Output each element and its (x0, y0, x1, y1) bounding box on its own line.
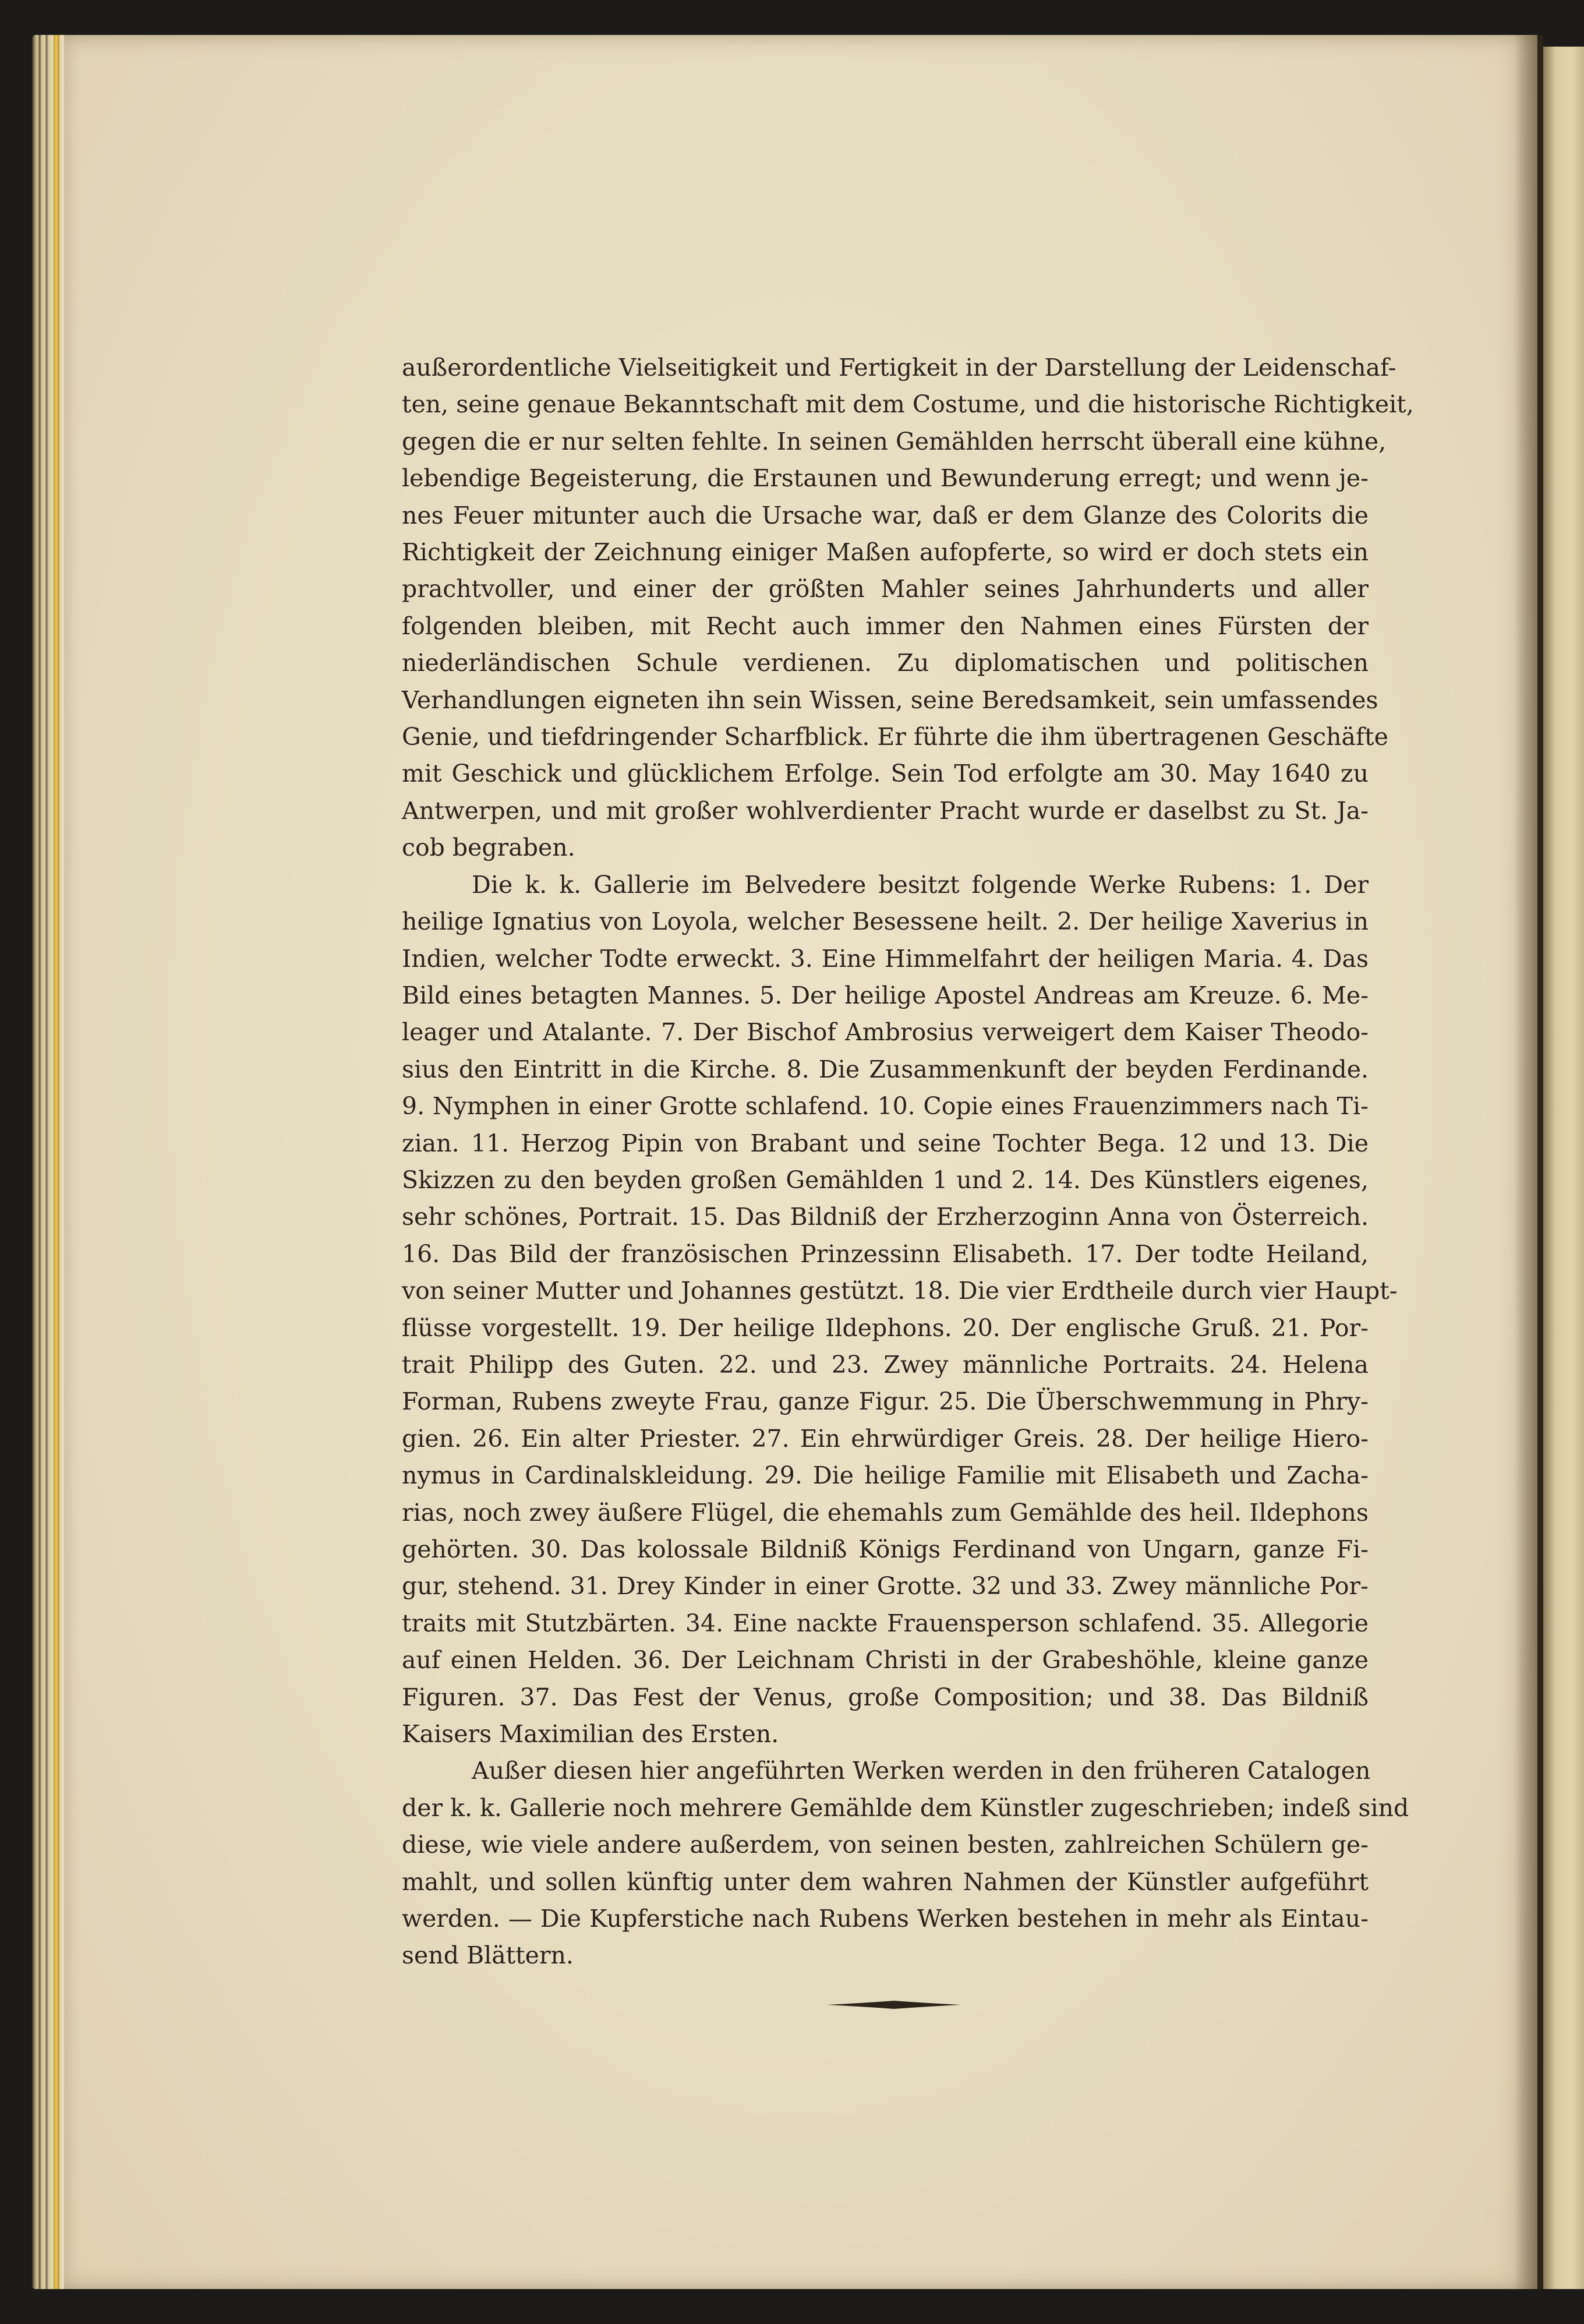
text-line: mit Geschick und glücklichem Erfolge. Sein Tod erfolgte am 30. May 1640 zu (402, 760, 1369, 788)
text-line: gehörten. 30. Das kolossale Bildniß Königs Ferdinand von Ungarn, ganze Fi- (402, 1535, 1369, 1563)
text-line: Außer diesen hier angeführten Werken werden in den früheren Catalogen (472, 1757, 1371, 1785)
text-line: trait Philipp des Guten. 22. und 23. Zwey männliche Portraits. 24. Helena (402, 1350, 1369, 1379)
paragraph-attributed-works (402, 1753, 1409, 1974)
text-line: 16. Das Bild der französischen Prinzessinn Elisabeth. 17. Der todte Heiland, (402, 1239, 1369, 1268)
text-line: traits mit Stutzbärten. 34. Eine nackte Frauensperson schlafend. 35. Allegorie (402, 1609, 1369, 1637)
text-line: werden. — Die Kupferstiche nach Rubens Werken bestehen in mehr als Eintau- (402, 1905, 1369, 1933)
text-line: niederländischen Schule verdienen. Zu diplomatischen und politischen (402, 649, 1369, 677)
text-line: außerordentliche Vielseitigkeit und Fertigkeit in der Darstellung der Leidenschaf- (402, 354, 1396, 382)
text-line: diese, wie viele andere außerdem, von seinen besten, zahlreichen Schülern ge- (402, 1831, 1369, 1859)
text-line: zian. 11. Herzog Pipin von Brabant und seine Tochter Bega. 12 und 13. Die (402, 1129, 1369, 1157)
text-line: der k. k. Gallerie noch mehrere Gemählde dem Künstler zugeschrieben; indeß sind (402, 1793, 1409, 1822)
text-line: send Blättern. (402, 1941, 574, 1970)
facing-page-sliver (1543, 47, 1584, 2289)
text-line: auf einen Helden. 36. Der Leichnam Christi in der Grabeshöhle, kleine ganze (402, 1646, 1369, 1675)
text-line: lebendige Begeisterung, die Erstaunen und Bewunderung erregt; und wenn je- (402, 464, 1369, 493)
text-line: flüsse vorgestellt. 19. Der heilige Ildephons. 20. Der englische Gruß. 21. Por- (402, 1313, 1369, 1342)
text-line: Skizzen zu den beyden großen Gemählden 1 und 2. 14. Des Künstlers eigenes, (402, 1165, 1369, 1194)
text-line: gegen die er nur selten fehlte. In seinen Gemählden herrscht überall eine kühne, (402, 427, 1387, 455)
text-line: Figuren. 37. Das Fest der Venus, große Composition; und 38. Das Bildniß (402, 1683, 1369, 1711)
text-line: leager und Atalante. 7. Der Bischof Ambrosius verweigert dem Kaiser Theodo- (402, 1018, 1369, 1047)
text-line: Antwerpen, und mit großer wohlverdienter Pracht wurde er daselbst zu St. Ja- (402, 796, 1369, 825)
text-line: mahlt, und sollen künftig unter dem wahren Nahmen der Künstler aufgeführt (402, 1867, 1369, 1896)
ornament-rule-icon (827, 1998, 961, 2012)
text-line: Verhandlungen eigneten ihn sein Wissen, seine Beredsamkeit, sein umfassendes (402, 686, 1378, 714)
paragraph-belvedere-works (402, 867, 1398, 1753)
text-line: nes Feuer mitunter auch die Ursache war, daß er dem Glanze des Colorits die (402, 501, 1369, 529)
text-line: gur, stehend. 31. Drey Kinder in einer Grotte. 32 und 33. Zwey männliche Por- (402, 1572, 1369, 1601)
paragraph-rubens-biography (402, 349, 1414, 867)
text-line: sius den Eintritt in die Kirche. 8. Die Zusammenkunft der beyden Ferdinande. (402, 1055, 1369, 1083)
gilt-page-edge (54, 35, 59, 2289)
gutter-shadow (1514, 35, 1543, 2289)
text-line: Genie, und tiefdringender Scharfblick. Er führte die ihm übertragenen Geschäfte (402, 723, 1388, 751)
text-line: gien. 26. Ein alter Priester. 27. Ein ehrwürdiger Greis. 28. Der heilige Hiero- (402, 1424, 1369, 1453)
text-line: Richtigkeit der Zeichnung einiger Maßen aufopferte, so wird er doch stets ein (402, 538, 1369, 567)
text-line: Indien, welcher Todte erweckt. 3. Eine Himmelfahrt der heiligen Maria. 4. Das (402, 944, 1369, 973)
text-line: Kaisers Maximilian des Ersten. (402, 1720, 779, 1749)
text-line: ten, seine genaue Bekanntschaft mit dem Costume, und die historische Richtigkeit, (402, 390, 1414, 419)
text-line: nymus in Cardinalskleidung. 29. Die heilige Familie mit Elisabeth und Zacha- (402, 1461, 1369, 1490)
text-line: Forman, Rubens zweyte Frau, ganze Figur. 25. Die Überschwemmung in Phry- (402, 1387, 1369, 1416)
text-line: sehr schönes, Portrait. 15. Das Bildniß der Erzherzoginn Anna von Österreich. (402, 1203, 1369, 1231)
text-block (402, 349, 1414, 1975)
text-line: Bild eines betagten Mannes. 5. Der heilige Apostel Andreas am Kreuze. 6. Me- (402, 981, 1369, 1009)
text-line: von seiner Mutter und Johannes gestützt. 18. Die vier Erdtheile durch vier Haupt- (402, 1277, 1398, 1305)
text-line: prachtvoller, und einer der größten Mahler seines Jahrhunderts und aller (402, 575, 1369, 603)
text-line: heilige Ignatius von Loyola, welcher Besessene heilt. 2. Der heilige Xaverius in (402, 907, 1369, 936)
text-line: folgenden bleiben, mit Recht auch immer den Nahmen eines Fürsten der (402, 612, 1369, 640)
text-line: rias, noch zwey äußere Flügel, die ehemahls zum Gemählde des heil. Ildephons (402, 1498, 1369, 1527)
text-line: cob begraben. (402, 833, 575, 862)
text-line: Die k. k. Gallerie im Belvedere besitzt folgende Werke Rubens: 1. Der (472, 870, 1369, 899)
text-line: 9. Nymphen in einer Grotte schlafend. 10. Copie eines Frauenzimmers nach Ti- (402, 1092, 1369, 1121)
